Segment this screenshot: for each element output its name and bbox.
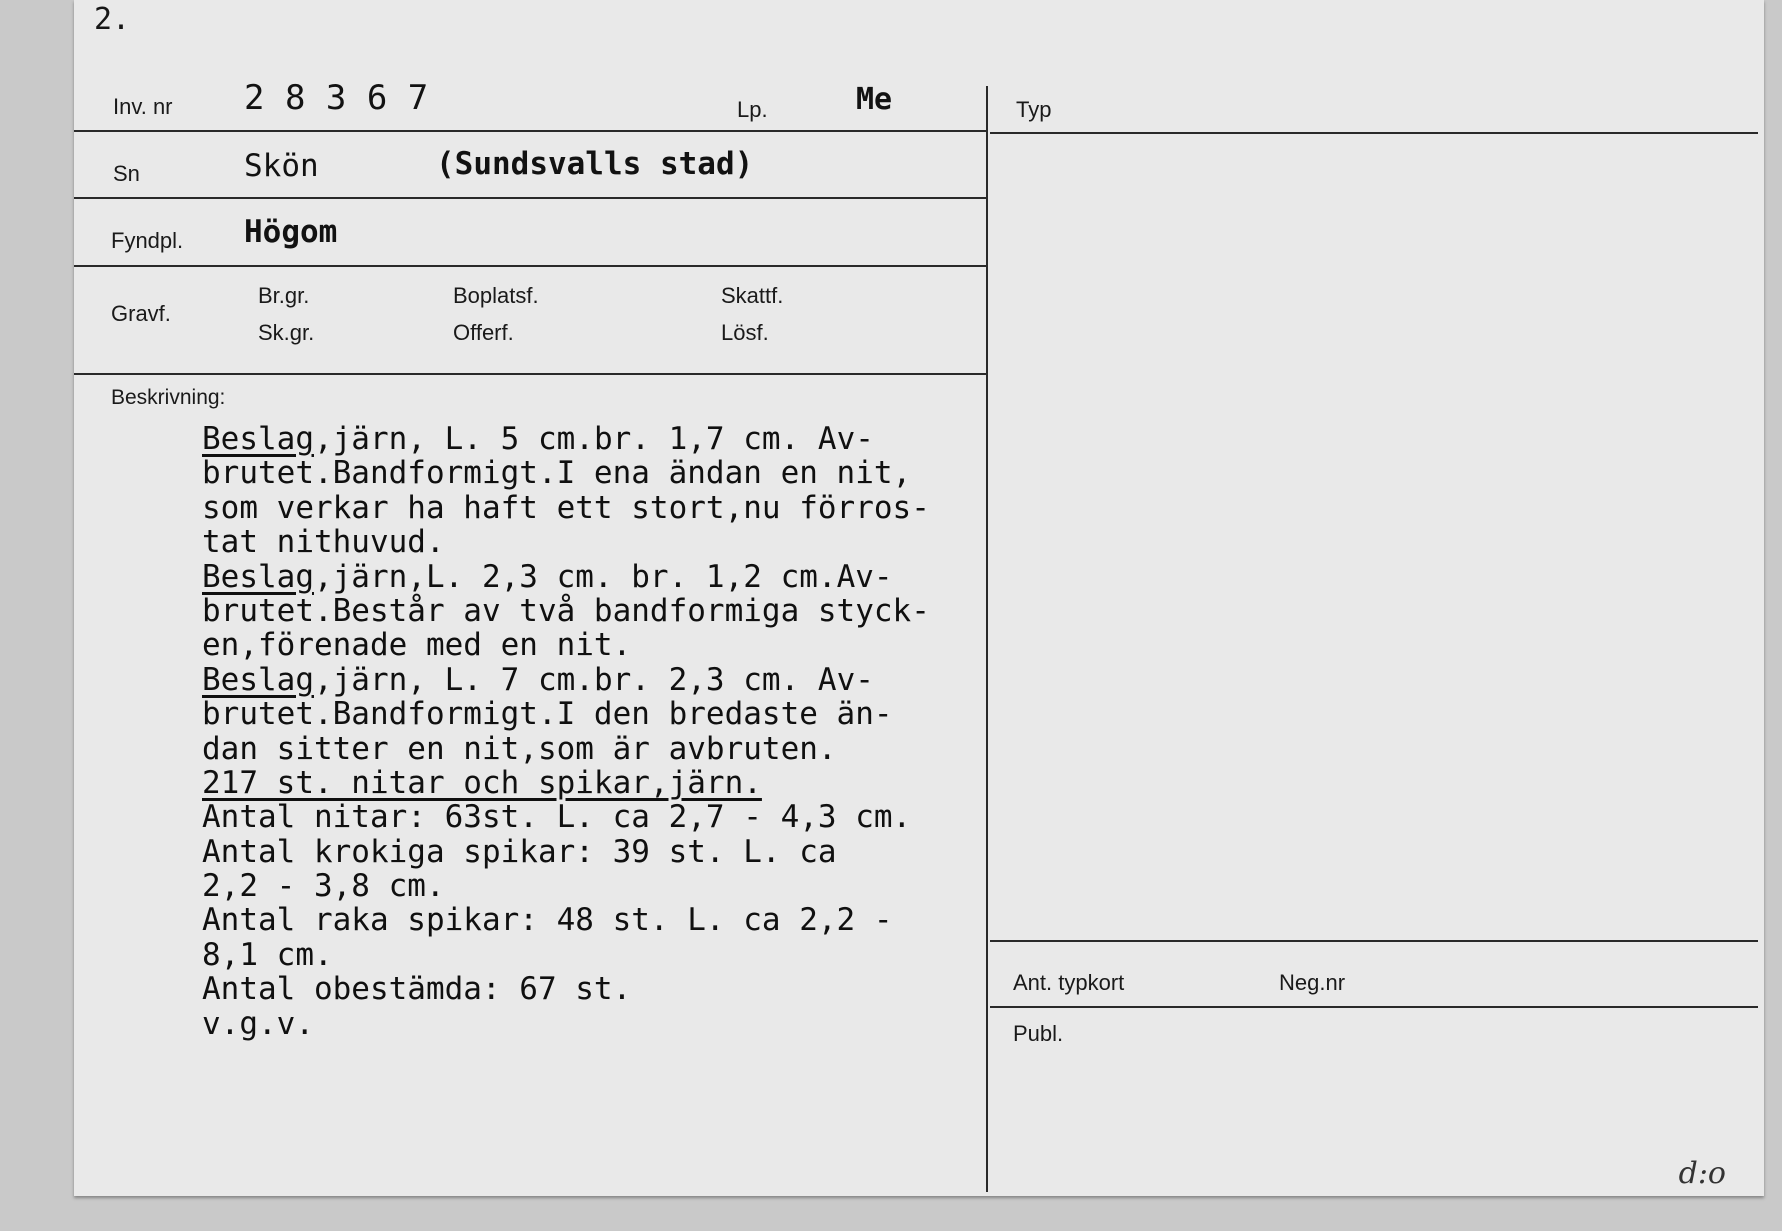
publ-label: Publ. [1013,1021,1064,1046]
sn-note: (Sundsvalls stad) [436,146,754,182]
description-line [202,594,930,628]
rule-sn [74,197,986,199]
rule-gravf [74,373,986,375]
description-line [202,766,930,800]
typ-label: Typ [1016,97,1052,122]
description-line [202,525,930,559]
description-line [202,628,930,662]
gravf-option-br-gr: Br.gr. [258,283,310,308]
description-text-run: 2,2 - 3,8 cm. [202,868,445,905]
description-line [202,1007,930,1041]
lp-label: Lp. [737,97,768,122]
description-text-run: brutet.Bandformigt.I den bredaste än- [202,696,893,733]
gravf-option-sk-gr: Sk.gr. [258,320,315,345]
neg-nr-label: Neg.nr [1279,970,1346,995]
description-text-run: Antal krokiga spikar: 39 st. L. ca [202,833,837,870]
description-line [202,456,930,490]
fyndpl-value: Högom [244,214,338,250]
description-line [202,972,930,1006]
gravf-label: Gravf. [111,301,171,326]
description-text-run: en,förenade med en nit. [202,627,632,664]
gravf-option-losf: Lösf. [721,320,769,345]
description-text [202,422,930,1041]
description-line [202,663,930,697]
description-text-run: tat nithuvud. [202,524,445,561]
corner-handwritten-mark: d:o [1678,1156,1726,1191]
description-text-run: brutet.Består av två bandformiga styck- [202,592,930,629]
description-text-run: brutet.Bandformigt.I ena ändan en nit, [202,455,912,492]
lp-value: Me [856,82,893,117]
sn-label: Sn [113,161,140,186]
description-text-run: ,järn, L. 7 cm.br. 2,3 cm. Av- [313,661,874,698]
description-underlined: 217 st. nitar och spikar,järn. [202,764,762,801]
description-line [202,869,930,903]
description-text-run: dan sitter en nit,som är avbruten. [202,730,837,767]
card-number: 2. [94,2,131,37]
rule-typkort [990,940,1758,942]
description-text-run: v.g.v. [202,1005,314,1042]
ant-typkort-label: Ant. typkort [1013,970,1125,995]
description-line [202,732,930,766]
description-line [202,560,930,594]
rule-fyndpl [74,265,986,267]
description-underlined: Beslag [202,421,314,457]
description-line [202,938,930,972]
description-line [202,903,930,937]
description-text-run: som verkar ha haft ett stort,nu förros- [202,489,930,526]
gravf-option-skattf: Skattf. [721,283,784,308]
description-text-run: Antal obestämda: 67 st. [202,971,632,1008]
gravf-option-offerf: Offerf. [453,320,514,345]
fyndpl-label: Fyndpl. [111,228,184,253]
inv-nr-label: Inv. nr [113,94,173,119]
inv-nr-value: 2 8 3 6 7 [244,78,429,118]
beskrivning-label: Beskrivning: [111,386,226,409]
description-text-run: Antal nitar: 63st. L. ca 2,7 - 4,3 cm. [202,799,912,836]
description-underlined: Beslag [202,558,314,595]
description-text-run: ,järn, L. 5 cm.br. 1,7 cm. Av- [313,421,874,457]
rule-publ [990,1006,1758,1008]
description-underlined: Beslag [202,661,314,698]
description-line [202,697,930,731]
rule-inv [74,130,986,132]
description-line [202,800,930,834]
gravf-option-boplatsf: Boplatsf. [453,283,539,308]
column-divider [986,86,988,1192]
description-line [202,835,930,869]
description-line [202,422,930,456]
description-text-run: Antal raka spikar: 48 st. L. ca 2,2 - [202,902,893,939]
description-line [202,491,930,525]
sn-parish: Skön [244,148,319,184]
rule-typ [990,132,1758,134]
description-text-run: 8,1 cm. [202,936,333,973]
description-text-run: ,järn,L. 2,3 cm. br. 1,2 cm.Av- [313,558,893,595]
